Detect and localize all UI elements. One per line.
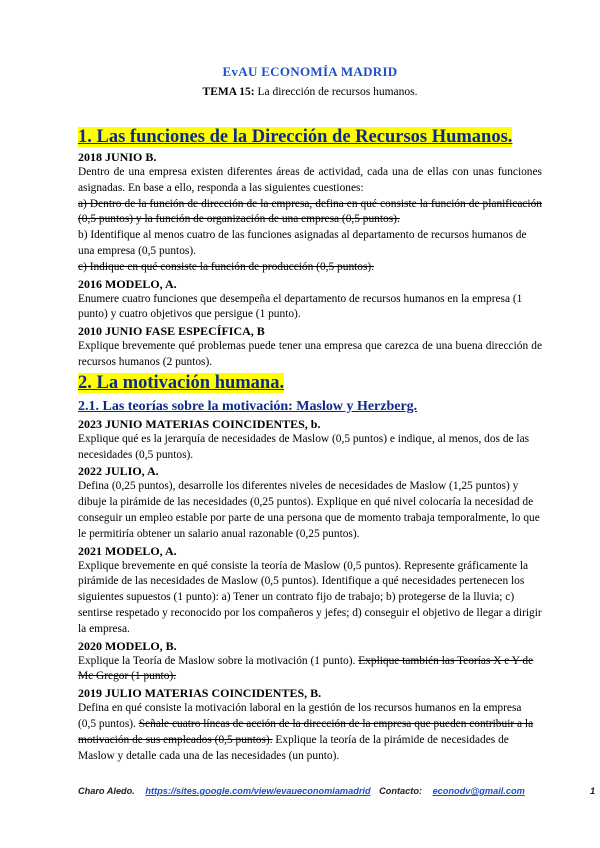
question-text-struck: a) Dentro de la función de dirección de la empresa, defina en qué consiste la función de planificación (0,5 puntos) y la función de organización de una empresa (0,5 puntos). [78,197,542,226]
exam-label: 2010 JUNIO FASE ESPECÍFICA, B [78,324,265,339]
question-text: b) Identifique al menos cuatro de las funciones asignadas al departamento de recursos humanos de una empresa (0,5 puntos). [78,229,527,257]
question-text-part: Defina en qué consiste la motivación laboral en la gestión de los recursos humanos en la empresa (0,5 puntos). [78,702,522,730]
footer-contact-label: Contacto: [379,786,422,796]
subsection-2-1-heading: 2.1. Las teorías sobre la motivación: Maslow y Herzberg. [78,398,418,414]
question-text: Enumere cuatro funciones que desempeña el departamento de recursos humanos en la empresa (1 punto) y cuatro objetivos que persigue (1 punto). [78,292,523,321]
section-2 [78,371,542,765]
question-text: Explique qué es la jerarquía de necesidades de Maslow (0,5 puntos) e indique, al menos, dos de las necesidades (0,5 puntos). [78,432,530,461]
question-text-struck: Explique también las Teorías X e Y de Mc Gregor (1 punto). [78,654,534,683]
document-subtitle [78,86,542,98]
exam-label: 2019 JULIO MATERIAS COINCIDENTES, B. [78,686,322,701]
question-text-struck: c) Indique en qué consiste la función de producción (0,5 puntos). [78,260,375,273]
footer-author: Charo Aledo. [78,786,135,796]
section-1 [78,125,542,371]
question-text: Defina (0,25 puntos), desarrolle los diferentes niveles de necesidades de Maslow (1,25 puntos) y dibuje la pirámide de las necesidades (0,25 puntos). Explique en qué nivel colocaría la necesidad de conseguir un empleo estable por parte de una persona que de momento trabaja temporalmente, lo que le permitiría obtener un salario anual razonable (0,25 puntos). [78,480,540,540]
exam-label: 2018 JUNIO B. [78,150,157,164]
exam-label: 2016 MODELO, A. [78,276,177,291]
document-title: EvAU ECONOMÍA MADRID [222,64,398,79]
page-footer [78,786,596,796]
question-text-struck: Señale cuatro líneas de acción de la dirección de la empresa que pueden contribuir a la motivación de sus empleados (0,5 puntos). [78,717,534,746]
question-text: Explique brevemente en qué consiste la teoría de Maslow (0,5 puntos). Represente gráficamente la pirámide de las necesidades de Maslow (0,5 puntos). Identifique a qué necesidades pertenecen los siguientes supuestos (1 punto): a) Tener un contrato fijo de trabajo; b) protegerse de la lluvia; c) sentirse respetado y reconocido por los compañeros y jefes; d) conseguir el objetivo de llegar a dirigir la empresa. [78,559,542,635]
question-text [78,701,542,764]
section-2-heading: 2. La motivación humana. [78,372,285,393]
document-page [78,64,542,764]
footer-email-link[interactable]: econodv@gmail.com [432,786,525,796]
section-1-heading: 1. Las funciones de la Dirección de Recursos Humanos. [78,127,513,147]
question-text [78,654,542,686]
subtitle-topic-number: TEMA 15: [202,86,255,98]
exam-label: 2022 JULIO, A. [78,464,159,479]
exam-label: 2020 MODELO, B. [78,638,177,653]
subtitle-topic-name: La dirección de recursos humanos. [254,86,418,98]
footer-website-link[interactable]: https://sites.google.com/view/evaueconomiamadrid [145,786,371,796]
page-number: 1 [590,786,596,796]
question-text: Dentro de una empresa existen diferentes áreas de actividad, cada una de ellas con unas funciones asignadas. En base a ello, responda a las siguientes cuestiones: [78,166,542,194]
question-text-part: Explique la teoría de la pirámide de necesidades de Maslow y detalle cada una de las necesidades (un punto). [78,733,509,762]
question-text: Explique brevemente qué problemas puede tener una empresa que carezca de una buena dirección de recursos humanos (2 puntos). [78,340,542,368]
exam-label: 2021 MODELO, A. [78,543,177,558]
exam-label: 2023 JUNIO MATERIAS COINCIDENTES, b. [78,416,321,431]
question-text-part: Explique la Teoría de Maslow sobre la motivación (1 punto). [78,654,359,667]
